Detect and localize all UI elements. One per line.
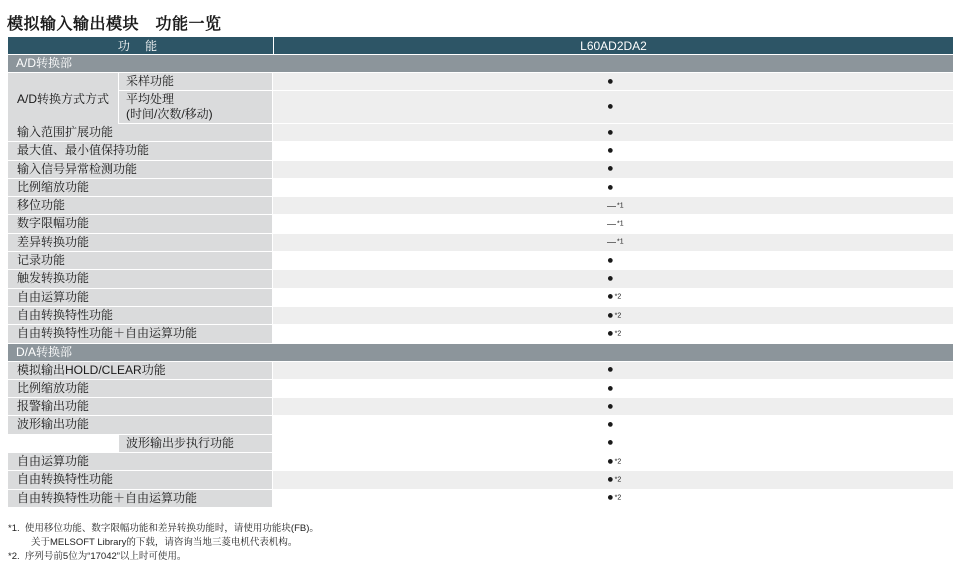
table-row	[8, 161, 953, 179]
footnote-ref: *2	[614, 476, 622, 484]
mark: ●	[607, 126, 614, 139]
table-row	[8, 453, 953, 471]
footnote-text: 序列号前5位为“17042”以上时可使用。	[24, 551, 187, 562]
row-label: 输入信号异常检测功能	[8, 161, 273, 178]
row-label: 自由转换特性功能＋自由运算功能	[8, 490, 273, 507]
row-label: 最大值、最小值保持功能	[8, 142, 273, 159]
table-row	[8, 435, 953, 453]
mark: ●	[607, 75, 614, 87]
footnote-ref: *2	[614, 458, 622, 466]
footnote-ref: *2	[614, 312, 622, 320]
row-label: 自由转换特性功能	[8, 471, 273, 488]
mark: ●	[607, 272, 614, 285]
footnote-mark: *1.	[8, 523, 20, 534]
row-label: 波形输出功能	[8, 416, 273, 433]
table-row	[119, 73, 953, 91]
mark: ●$^{*2}$	[607, 455, 622, 468]
mark: ●	[607, 436, 614, 449]
table-row	[8, 325, 953, 343]
mark: ●$^{*2}$	[607, 327, 622, 340]
footnote-ref: *1	[617, 220, 624, 228]
table-row	[8, 179, 953, 197]
table-row	[8, 197, 953, 215]
mark: —$^{*1}$	[607, 200, 624, 211]
mark: —$^{*1}$	[607, 236, 624, 247]
row-label: 输入范围扩展功能	[8, 124, 273, 141]
row-label: 自由转换特性功能	[8, 307, 273, 324]
table-header	[8, 37, 953, 55]
row-label: 波形输出步执行功能	[119, 435, 273, 452]
row-label: 触发转换功能	[8, 270, 273, 287]
function-table	[8, 37, 953, 508]
footnote-text: 关于MELSOFT Library的下载，请咨询当地三菱电机代表机构。	[31, 537, 298, 548]
row-label: 比例缩放功能	[8, 179, 273, 196]
row-label: 模拟输出HOLD/CLEAR功能	[8, 362, 273, 379]
mark: —$^{*1}$	[607, 218, 624, 229]
section-ad: A/D转换部	[8, 55, 953, 73]
mark: ●	[607, 100, 614, 113]
mark: ●	[607, 162, 614, 175]
mark: ●	[607, 363, 614, 376]
mark: ●	[607, 400, 614, 413]
table-row	[8, 490, 953, 508]
table-row	[8, 398, 953, 416]
row-label: 比例缩放功能	[8, 380, 273, 397]
table-row	[8, 142, 953, 160]
row-label: 自由转换特性功能＋自由运算功能	[8, 325, 273, 342]
mark: ●	[607, 181, 614, 194]
mark: ●	[607, 418, 614, 431]
header-function: 功 能	[8, 37, 274, 54]
mark: ●$^{*2}$	[607, 290, 622, 303]
mark: ●	[607, 382, 614, 394]
row-label: 平均处理 (时间/次数/移动)	[119, 91, 273, 123]
row-label: 记录功能	[8, 252, 273, 269]
table-row	[8, 234, 953, 252]
row-label: 自由运算功能	[8, 289, 273, 306]
mark: ●$^{*2}$	[607, 491, 622, 504]
row-label: 移位功能	[8, 197, 273, 214]
ad-method-label: A/D转换方式方式	[8, 73, 119, 124]
footnote-mark: *2.	[8, 551, 20, 562]
table-row	[8, 252, 953, 270]
table-row	[8, 270, 953, 288]
table-row	[8, 215, 953, 233]
table-row	[8, 124, 953, 142]
row-label: 采样功能	[119, 73, 273, 90]
table-row	[8, 362, 953, 380]
ad-method-group	[8, 73, 953, 124]
mark: ●	[607, 254, 614, 267]
row-label: 自由运算功能	[8, 453, 273, 470]
table-row	[8, 380, 953, 398]
footnote-ref: *1	[617, 238, 624, 246]
mark: ●	[607, 144, 614, 157]
footnotes	[8, 522, 319, 564]
footnote-ref: *1	[617, 202, 624, 210]
table-row	[8, 289, 953, 307]
section-da: D/A转换部	[8, 344, 953, 362]
mark: ●$^{*2}$	[607, 473, 622, 486]
row-label: 差异转换功能	[8, 234, 273, 251]
table-row	[8, 416, 953, 434]
page-title: 模拟输入输出模块 功能一览	[7, 16, 222, 33]
row-label: 报警输出功能	[8, 398, 273, 415]
footnote-ref: *2	[614, 293, 622, 301]
footnote-ref: *2	[614, 494, 622, 502]
table-row	[119, 91, 953, 124]
row-label: 数字限幅功能	[8, 215, 273, 232]
footnote-text: 使用移位功能、数字限幅功能和差异转换功能时，请使用功能块(FB)。	[24, 523, 319, 534]
header-model: L60AD2DA2	[580, 39, 647, 53]
table-row	[8, 307, 953, 325]
table-row	[8, 471, 953, 489]
mark: ●$^{*2}$	[607, 309, 622, 322]
footnote-ref: *2	[614, 330, 622, 338]
